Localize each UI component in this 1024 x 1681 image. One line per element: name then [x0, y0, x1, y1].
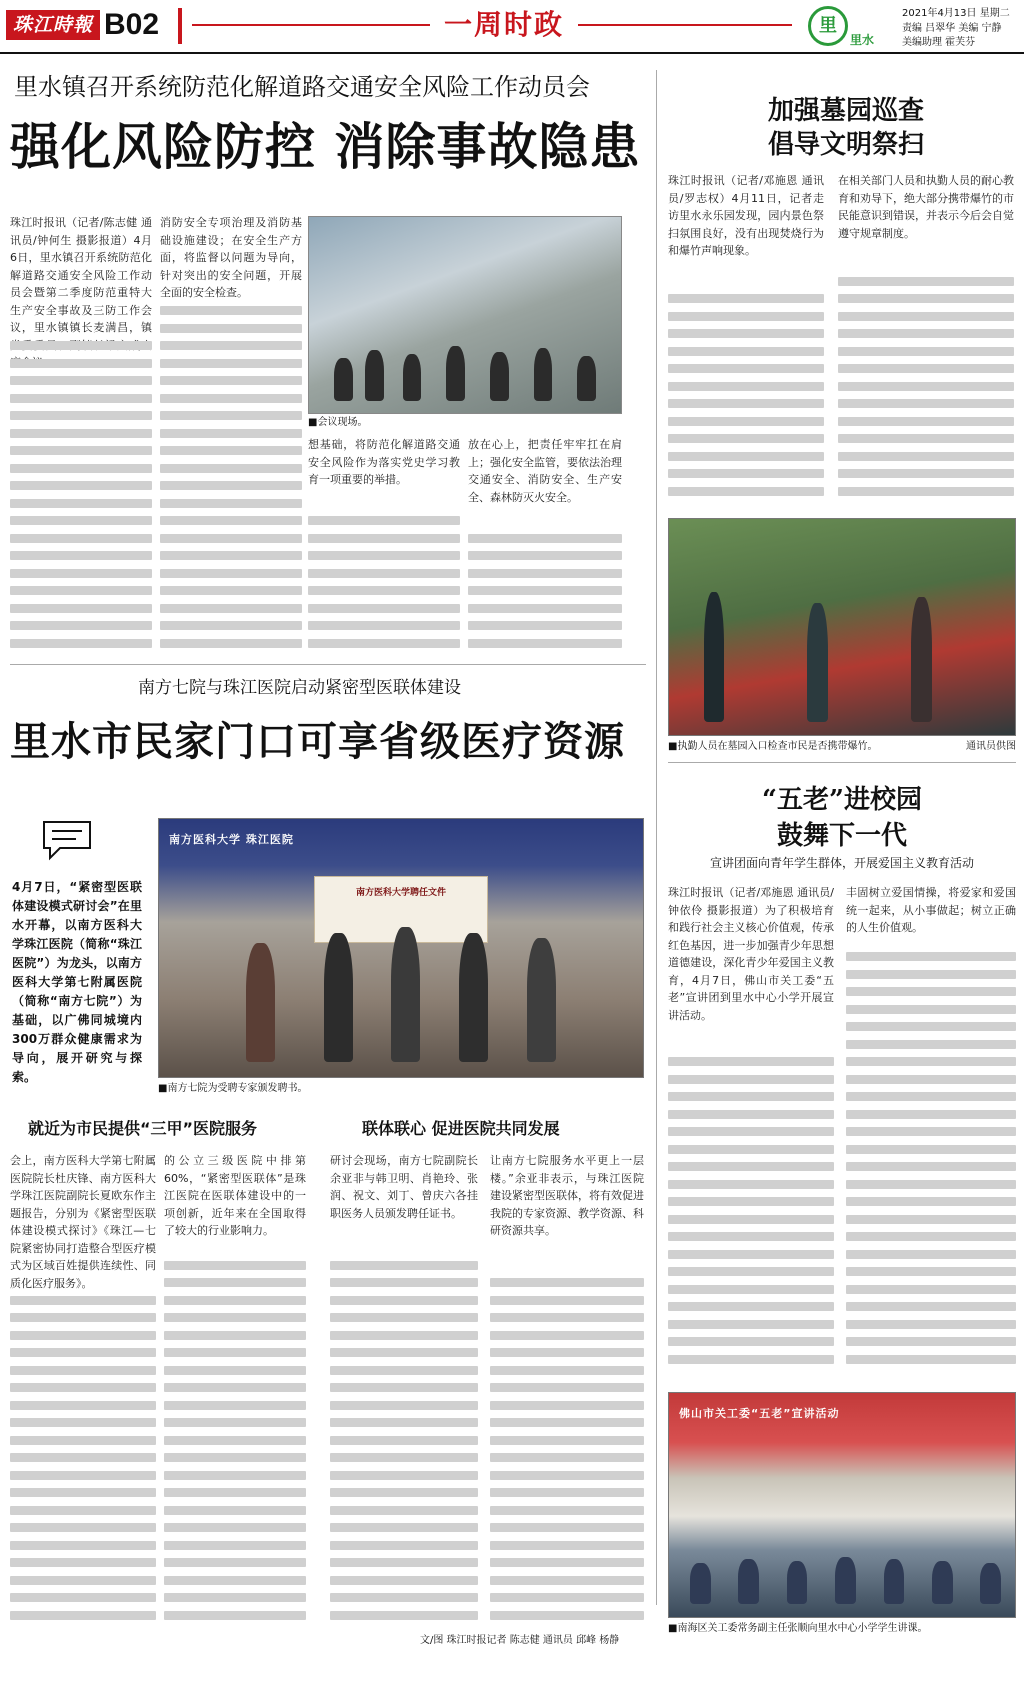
cemetery-article-headline[interactable] — [676, 94, 1016, 162]
article1-col2-text: 消防安全专项治理及消防基础设施建设；在安全生产方面，将监督以问题为导向，针对突出的安全问题，开展全面的安全检查。 — [160, 216, 302, 299]
emblem-label: 里水 — [850, 33, 875, 47]
article2-col2-text: 的公立三级医院中排第60%，“紧密型医联体”是珠江医院在医联体建设中的一项创新，近年来在全国取得了较大的行业影响力。 — [164, 1154, 306, 1237]
article2-lead: 4月7日，“紧密型医联体建设模式研讨会”在里水开幕，以南方医科大学珠江医院（简称“珠江医院”）为龙头，以南方医科大学第七附属医院（简称“南方七院”）为基础，以广佛同城境内300万群众健康需求为导向，展开研究与探索。 — [12, 880, 142, 1084]
editor-assistant-credit: 美编助理 霍芙芬 — [902, 37, 976, 48]
appointment-document: 南方医科大学聘任文件 — [314, 876, 488, 943]
meeting-photo[interactable] — [308, 216, 622, 414]
five-elders-col2-text: 丰固树立爱国情操，将爱家和爱国统一起来，从小事做起；树立正确的人生价值观。 — [846, 886, 1016, 934]
cemetery-headline-line1: 加强墓园巡查 — [767, 96, 924, 126]
article2-headline[interactable]: 里水市民家门口可享省级医疗资源 — [10, 718, 625, 765]
article1-column-4 — [468, 436, 622, 656]
masthead-accent-bar — [178, 8, 182, 44]
article2-subheadline-1: 就近为市民提供“三甲”医院服务 — [28, 1119, 258, 1138]
article2-column-3 — [330, 1152, 478, 1628]
article2-col1-filler — [10, 1296, 156, 1629]
five-elders-headline-line2: 鼓舞下一代 — [776, 821, 907, 851]
article2-column-1 — [10, 1152, 156, 1628]
lecture-banner: 佛山市关工委“五老”宣讲活动 — [679, 1407, 840, 1420]
town-emblem-icon: 里 — [808, 6, 848, 46]
article2-subheadline-2: 联体联心 促进医院共同发展 — [362, 1119, 560, 1138]
five-elders-col2-filler — [846, 952, 1016, 1372]
article2-col4-filler — [490, 1278, 644, 1628]
speech-bubble-icon — [40, 818, 94, 862]
cemetery-col1-text: 珠江时报讯（记者/邓施恩 通讯员/罗志权）4月11日，记者走访里水永乐园发现，园内景色祭扫氛围良好，没有出现焚烧行为和爆竹声响现象。 — [668, 174, 824, 257]
five-elders-headline[interactable] — [668, 782, 1016, 854]
section-title: 一周时政 — [430, 5, 578, 45]
five-elders-headline-line1: “五老”进校园 — [762, 785, 922, 815]
cemetery-photo-credit: 通讯员供图 — [966, 741, 1016, 752]
five-elders-col1-text: 珠江时报讯（记者/邓施恩 通讯员/钟依伶 摄影报道）为了积极培育和践行社会主义核心价值观，传承红色基因，进一步加强青少年思想道德建设，深化青少年爱国主义教育，4月7日，佛山市关工委“五老”宣讲团到里水中心小学开展宣讲活动。 — [668, 886, 834, 1022]
cemetery-photo-caption — [668, 740, 1016, 754]
cemetery-article-column-2 — [838, 172, 1014, 504]
ceremony-banner: 南方医科大学 珠江医院 — [169, 833, 294, 846]
article1-col1-text: 珠江时报讯（记者/陈志健 通讯员/钟何生 摄影报道）4月6日，里水镇召开系统防范化解道路交通安全风险工作动员会暨第二季度防范重特大生产安全事故及三防工作会议，里水镇镇长麦满昌，镇 — [10, 216, 152, 334]
school-lecture-photo[interactable] — [668, 1392, 1016, 1618]
article1-kicker: 里水镇召开系统防范化解道路交通安全风险工作动员会 — [14, 73, 590, 101]
cemetery-col2-filler — [838, 277, 1014, 505]
article2-col3-text: 研讨会现场，南方七院副院长余亚非与韩卫明、肖艳玲、张润、祝文、刘丁、曾庆六各挂职医务人员颁发聘任证书。 — [330, 1154, 478, 1220]
article1-col2-filler — [160, 306, 302, 656]
cemetery-col2-text: 在相关部门人员和执勤人员的耐心教育和劝导下，绝大部分携带爆竹的市民能意识到错误，并表示今后会自觉遵守规章制度。 — [838, 174, 1014, 240]
school-lecture-caption: ■南海区关工委常务副主任张顺向里水中心小学学生讲课。 — [668, 1623, 928, 1634]
masthead-rule — [0, 52, 1024, 54]
five-elders-column-2 — [846, 884, 1016, 1372]
article2-kicker: 南方七院与珠江医院启动紧密型医联体建设 — [138, 678, 461, 698]
article1-column-2 — [160, 214, 302, 656]
article2-col4-text: 让南方七院服务水平更上一层楼。”余亚非表示，与珠江医院建设紧密型医联体，将有效促进我院的专家资源、教学资源、科研资源共享。 — [490, 1154, 644, 1237]
cemetery-article-column-1 — [668, 172, 824, 504]
cemetery-headline-line2: 倡导文明祭扫 — [767, 130, 924, 160]
article1-headline[interactable]: 强化风险防控 消除事故隐患 — [10, 117, 641, 176]
masthead — [0, 0, 1024, 54]
article1-col4-text: 放在心上，把责任牢牢扛在肩上；强化安全监管，要依法治理交通安全、消防安全、生产安全、森林防灭火安全。 — [468, 438, 622, 504]
article2-col1-text: 会上，南方医科大学第七附属医院院长杜庆锋、南方医科大学珠江医院副院长夏欧东作主题报告，分别为《紧密型医联体建设模式探讨》《珠江—七院紧密协同打造整合型医疗模式为区域百姓提供连续性、同质化医疗服务》。 — [10, 1154, 156, 1290]
editor-credit: 责编 吕翠华 美编 宁静 — [902, 23, 1002, 34]
article2-column-2 — [164, 1152, 306, 1628]
page-code: B02 — [104, 8, 160, 41]
column-divider — [656, 70, 657, 1605]
award-ceremony-photo[interactable] — [158, 818, 644, 1078]
article2-column-4 — [490, 1152, 644, 1628]
issue-date: 2021年4月13日 星期二 — [902, 8, 1010, 19]
article1-col3-text: 想基础，将防范化解道路交通安全风险作为落实党史学习教育一项重要的举措。 — [308, 438, 460, 486]
article2-col2-filler — [164, 1261, 306, 1629]
article1-col4-filler — [468, 534, 622, 657]
five-elders-subheadline: 宣讲团面向青年学生群体，开展爱国主义教育活动 — [709, 856, 974, 870]
meeting-photo-caption: ■会议现场。 — [308, 417, 368, 428]
newspaper-logo[interactable]: 珠江時報 — [6, 10, 100, 40]
article-divider-left — [10, 664, 646, 665]
article-divider-right — [668, 762, 1016, 763]
article1-column-3 — [308, 436, 460, 656]
article2-col3-filler — [330, 1261, 478, 1629]
cemetery-caption-text: ■执勤人员在墓园入口检查市民是否携带爆竹。 — [668, 741, 878, 752]
five-elders-column-1 — [668, 884, 834, 1372]
article1-col1-filler — [10, 341, 152, 656]
cemetery-col1-filler — [668, 294, 824, 504]
article1-col3-filler — [308, 516, 460, 656]
cemetery-inspection-photo[interactable] — [668, 518, 1016, 736]
article1-column-1 — [10, 214, 152, 656]
five-elders-col1-filler — [668, 1057, 834, 1372]
article2-credit: 文/图 珠江时报记者 陈志健 通讯员 邱峰 杨静 — [420, 1635, 620, 1646]
ceremony-photo-caption: ■南方七院为受聘专家颁发聘书。 — [158, 1083, 308, 1094]
